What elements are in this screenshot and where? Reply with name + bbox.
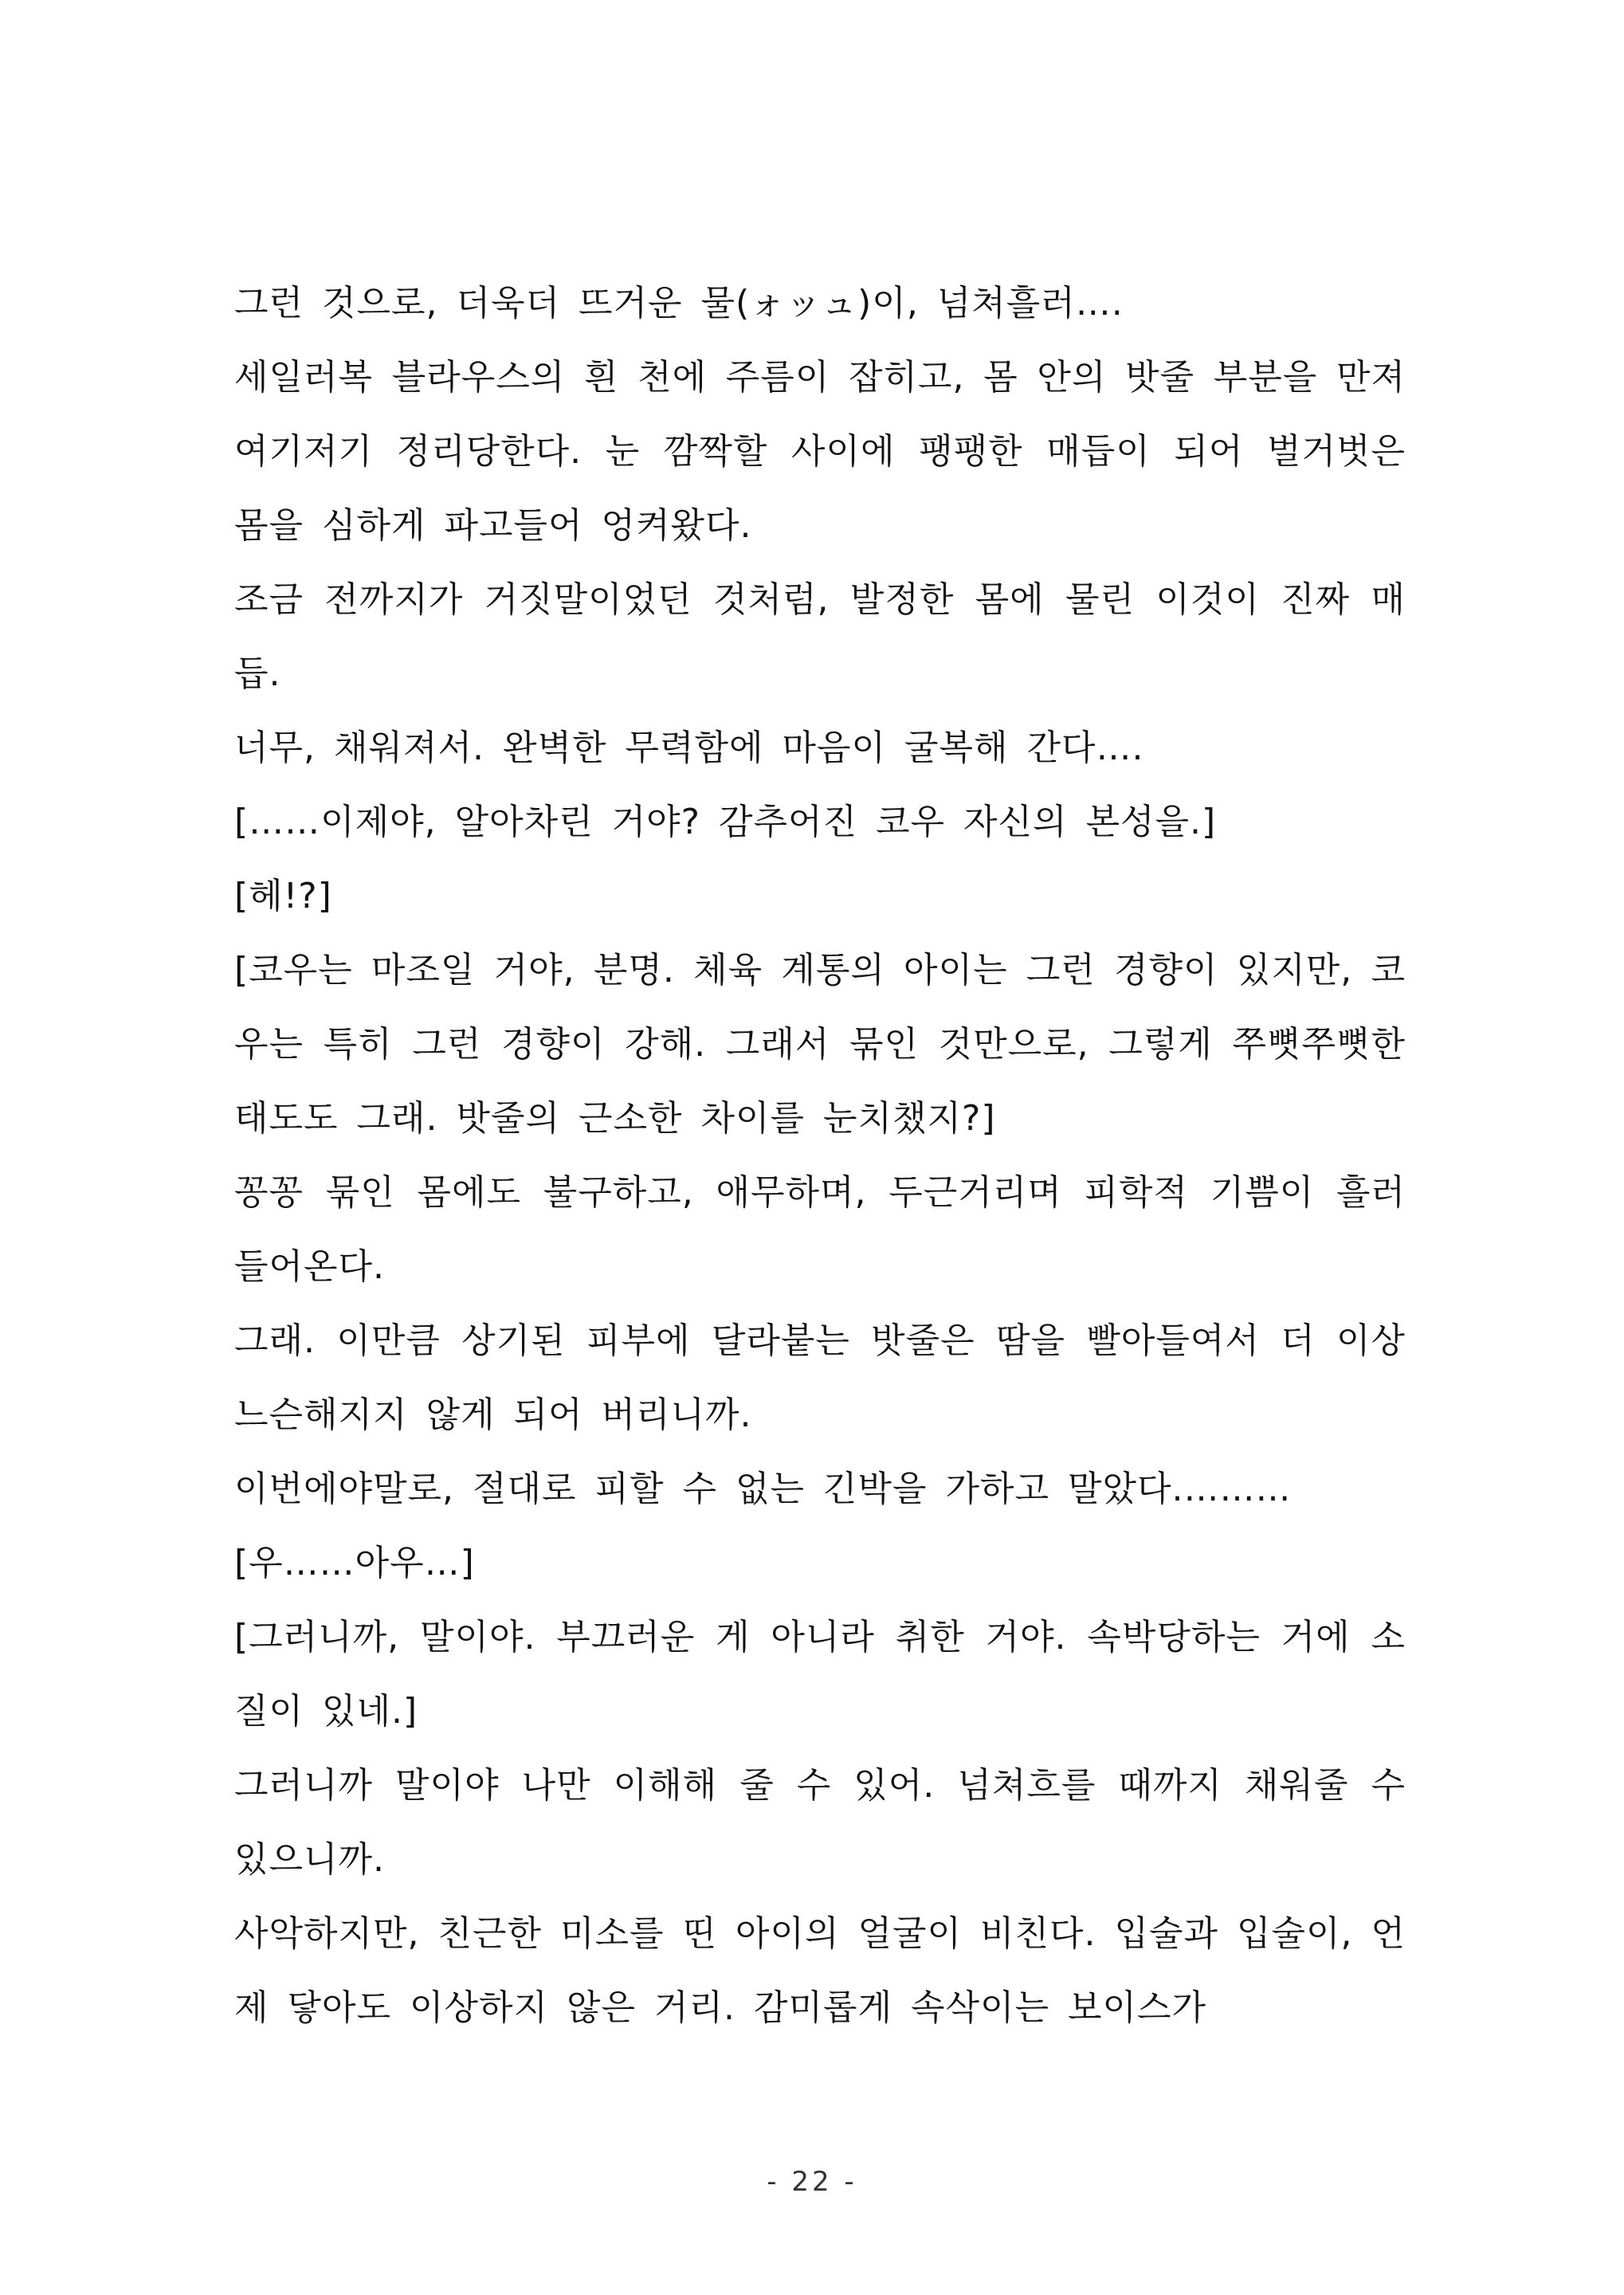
paragraph: [우……아우…] [234, 1543, 475, 1583]
paragraph: 사악하지만, 친근한 미소를 띤 아이의 얼굴이 비친다. 입술과 입술이, 언제 닿아도 이상하지 않은 거리. 감미롭게 속삭이는 보이스가 [234, 1913, 1406, 2028]
body-text [234, 266, 1406, 2045]
page-number: - 22 - [767, 2166, 857, 2198]
paragraph: [……이제야, 알아차린 거야? 감추어진 코우 자신의 본성을.] [234, 802, 1217, 842]
paragraph: [코우는 마조일 거야, 분명. 체육 계통의 아이는 그런 경향이 있지만, 코우는 특히 그런 경향이 강해. 그래서 묶인 것만으로, 그렇게 쭈뼛쭈뼛한 태도도 그래. 밧줄의 근소한 차이를 눈치챘지?] [234, 950, 1406, 1139]
paragraph: 세일러복 블라우스의 흰 천에 주름이 잡히고, 몸 안의 밧줄 부분을 만져 여기저기 정리당한다. 눈 깜짝할 사이에 팽팽한 매듭이 되어 벌거벗은 몸을 심하게 파고들어 엉켜왔다. [234, 357, 1406, 546]
paragraph: 그래. 이만큼 상기된 피부에 달라붙는 밧줄은 땀을 빨아들여서 더 이상 느슨해지지 않게 되어 버리니까. [234, 1320, 1406, 1435]
paragraph: 조금 전까지가 거짓말이었던 것처럼, 발정한 몸에 물린 이것이 진짜 매듭. [234, 579, 1406, 694]
paragraph: [그러니까, 말이야. 부끄러운 게 아니라 취한 거야. 속박당하는 거에 소질이 있네.] [234, 1617, 1406, 1732]
paragraph: 너무, 채워져서. 완벽한 무력함에 마음이 굴복해 간다…. [234, 728, 1144, 768]
paragraph: 그러니까 말이야 나만 이해해 줄 수 있어. 넘쳐흐를 때까지 채워줄 수 있으니까. [234, 1765, 1406, 1880]
paragraph: 이번에야말로, 절대로 피할 수 없는 긴박을 가하고 말았다.……… [234, 1469, 1292, 1509]
paragraph: 꽁꽁 묶인 몸에도 불구하고, 애무하며, 두근거리며 피학적 기쁨이 흘러 들어온다. [234, 1172, 1406, 1287]
paragraph: 그런 것으로, 더욱더 뜨거운 물(ォッュ)이, 넘쳐흘러…. [234, 283, 1124, 324]
paragraph: [헤!?] [234, 876, 332, 916]
